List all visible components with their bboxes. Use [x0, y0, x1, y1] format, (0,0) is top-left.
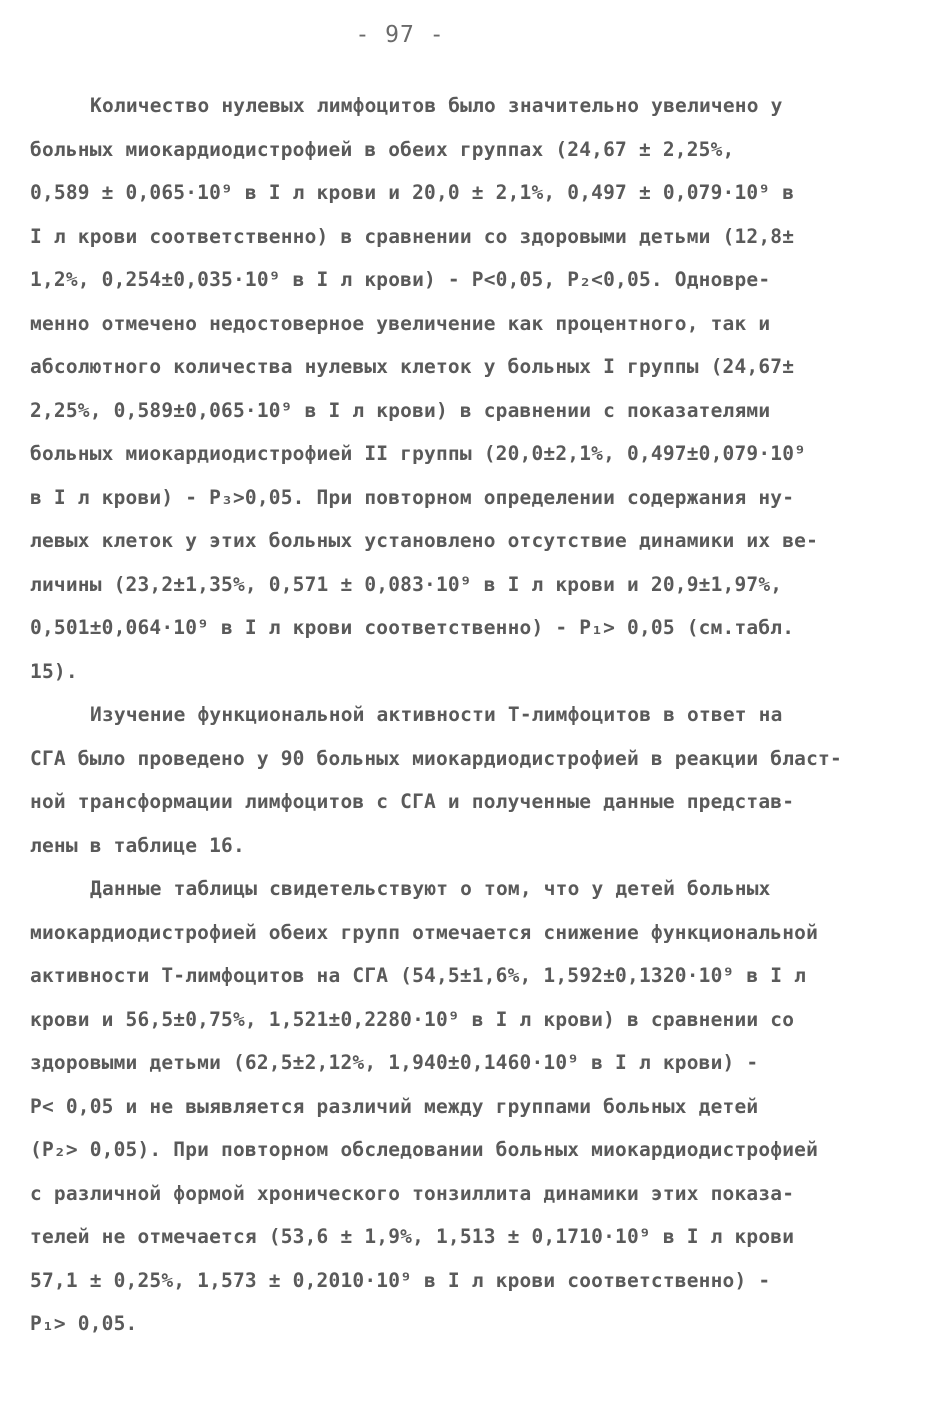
text-line: P< 0,05 и не выявляется различий между группами больных детей: [30, 1094, 759, 1118]
text-line: левых клеток у этих больных установлено отсутствие динамики их ве-: [30, 529, 819, 552]
text-line: здоровыми детьми (62,5±2,12%, 1,940±0,1460·10⁹ в I л крови) -: [30, 1051, 759, 1074]
text-line: абсолютного количества нулевых клеток у больных I группы (24,67±: [30, 355, 795, 378]
text-line: менно отмечено недостоверное увеличение как процентного, так и: [30, 311, 771, 335]
text-line: Данные таблицы свидетельствуют о том, что у детей больных: [90, 877, 771, 900]
text-line: 2,25%, 0,589±0,065·10⁹ в I л крови) в сравнении с показателями: [30, 398, 771, 422]
text-line: больных миокардиодистрофией II группы (20,0±2,1%, 0,497±0,079·10⁹: [30, 442, 807, 465]
text-line: 57,1 ± 0,25%, 1,573 ± 0,2010·10⁹ в I л крови соответственно) -: [30, 1268, 771, 1292]
text-line: I л крови соответственно) в сравнении со здоровыми детьми (12,8±: [30, 224, 795, 248]
body-text: [30, 84, 910, 1346]
text-line: Количество нулевых лимфоцитов было значительно увеличено у: [90, 94, 783, 117]
text-line: активности Т-лимфоцитов на СГА (54,5±1,6%, 1,592±0,1320·10⁹ в I л: [30, 964, 807, 987]
text-line: СГА было проведено у 90 больных миокардиодистрофией в реакции бласт-: [30, 746, 842, 770]
text-line: с различной формой хронического тонзиллита динамики этих показа-: [30, 1181, 795, 1205]
text-line: крови и 56,5±0,75%, 1,521±0,2280·10⁹ в I л крови) в сравнении со: [30, 1007, 795, 1031]
text-line: P₁> 0,05.: [30, 1312, 138, 1335]
text-line: личины (23,2±1,35%, 0,571 ± 0,083·10⁹ в I л крови и 20,9±1,97%,: [30, 572, 783, 596]
text-line: телей не отмечается (53,6 ± 1,9%, 1,513 ± 0,1710·10⁹ в I л крови: [30, 1225, 795, 1248]
paragraph-1: [30, 84, 910, 693]
text-line: миокардиодистрофией обеих групп отмечается снижение функциональной: [30, 920, 819, 944]
text-line: 15).: [30, 659, 78, 683]
paragraph-3: [30, 867, 910, 1346]
text-line: (P₂> 0,05). При повторном обследовании больных миокардиодистрофией: [30, 1138, 819, 1161]
text-line: 1,2%, 0,254±0,035·10⁹ в I л крови) - P<0,05, P₂<0,05. Одновре-: [30, 268, 771, 291]
text-line: лены в таблице 16.: [30, 833, 245, 857]
text-line: ной трансформации лимфоцитов с СГА и полученные данные представ-: [30, 790, 795, 813]
text-line: 0,501±0,064·10⁹ в I л крови соответственно) - P₁> 0,05 (см.табл.: [30, 616, 795, 639]
text-line: больных миокардиодистрофией в обеих группах (24,67 ± 2,25%,: [30, 137, 735, 161]
page-number: - 97 -: [355, 22, 445, 48]
text-line: Изучение функциональной активности Т-лимфоцитов в ответ на: [90, 703, 783, 726]
paragraph-2: [30, 693, 910, 867]
text-line: в I л крови) - P₃>0,05. При повторном определении содержания ну-: [30, 485, 795, 509]
text-line: 0,589 ± 0,065·10⁹ в I л крови и 20,0 ± 2,1%, 0,497 ± 0,079·10⁹ в: [30, 181, 795, 204]
